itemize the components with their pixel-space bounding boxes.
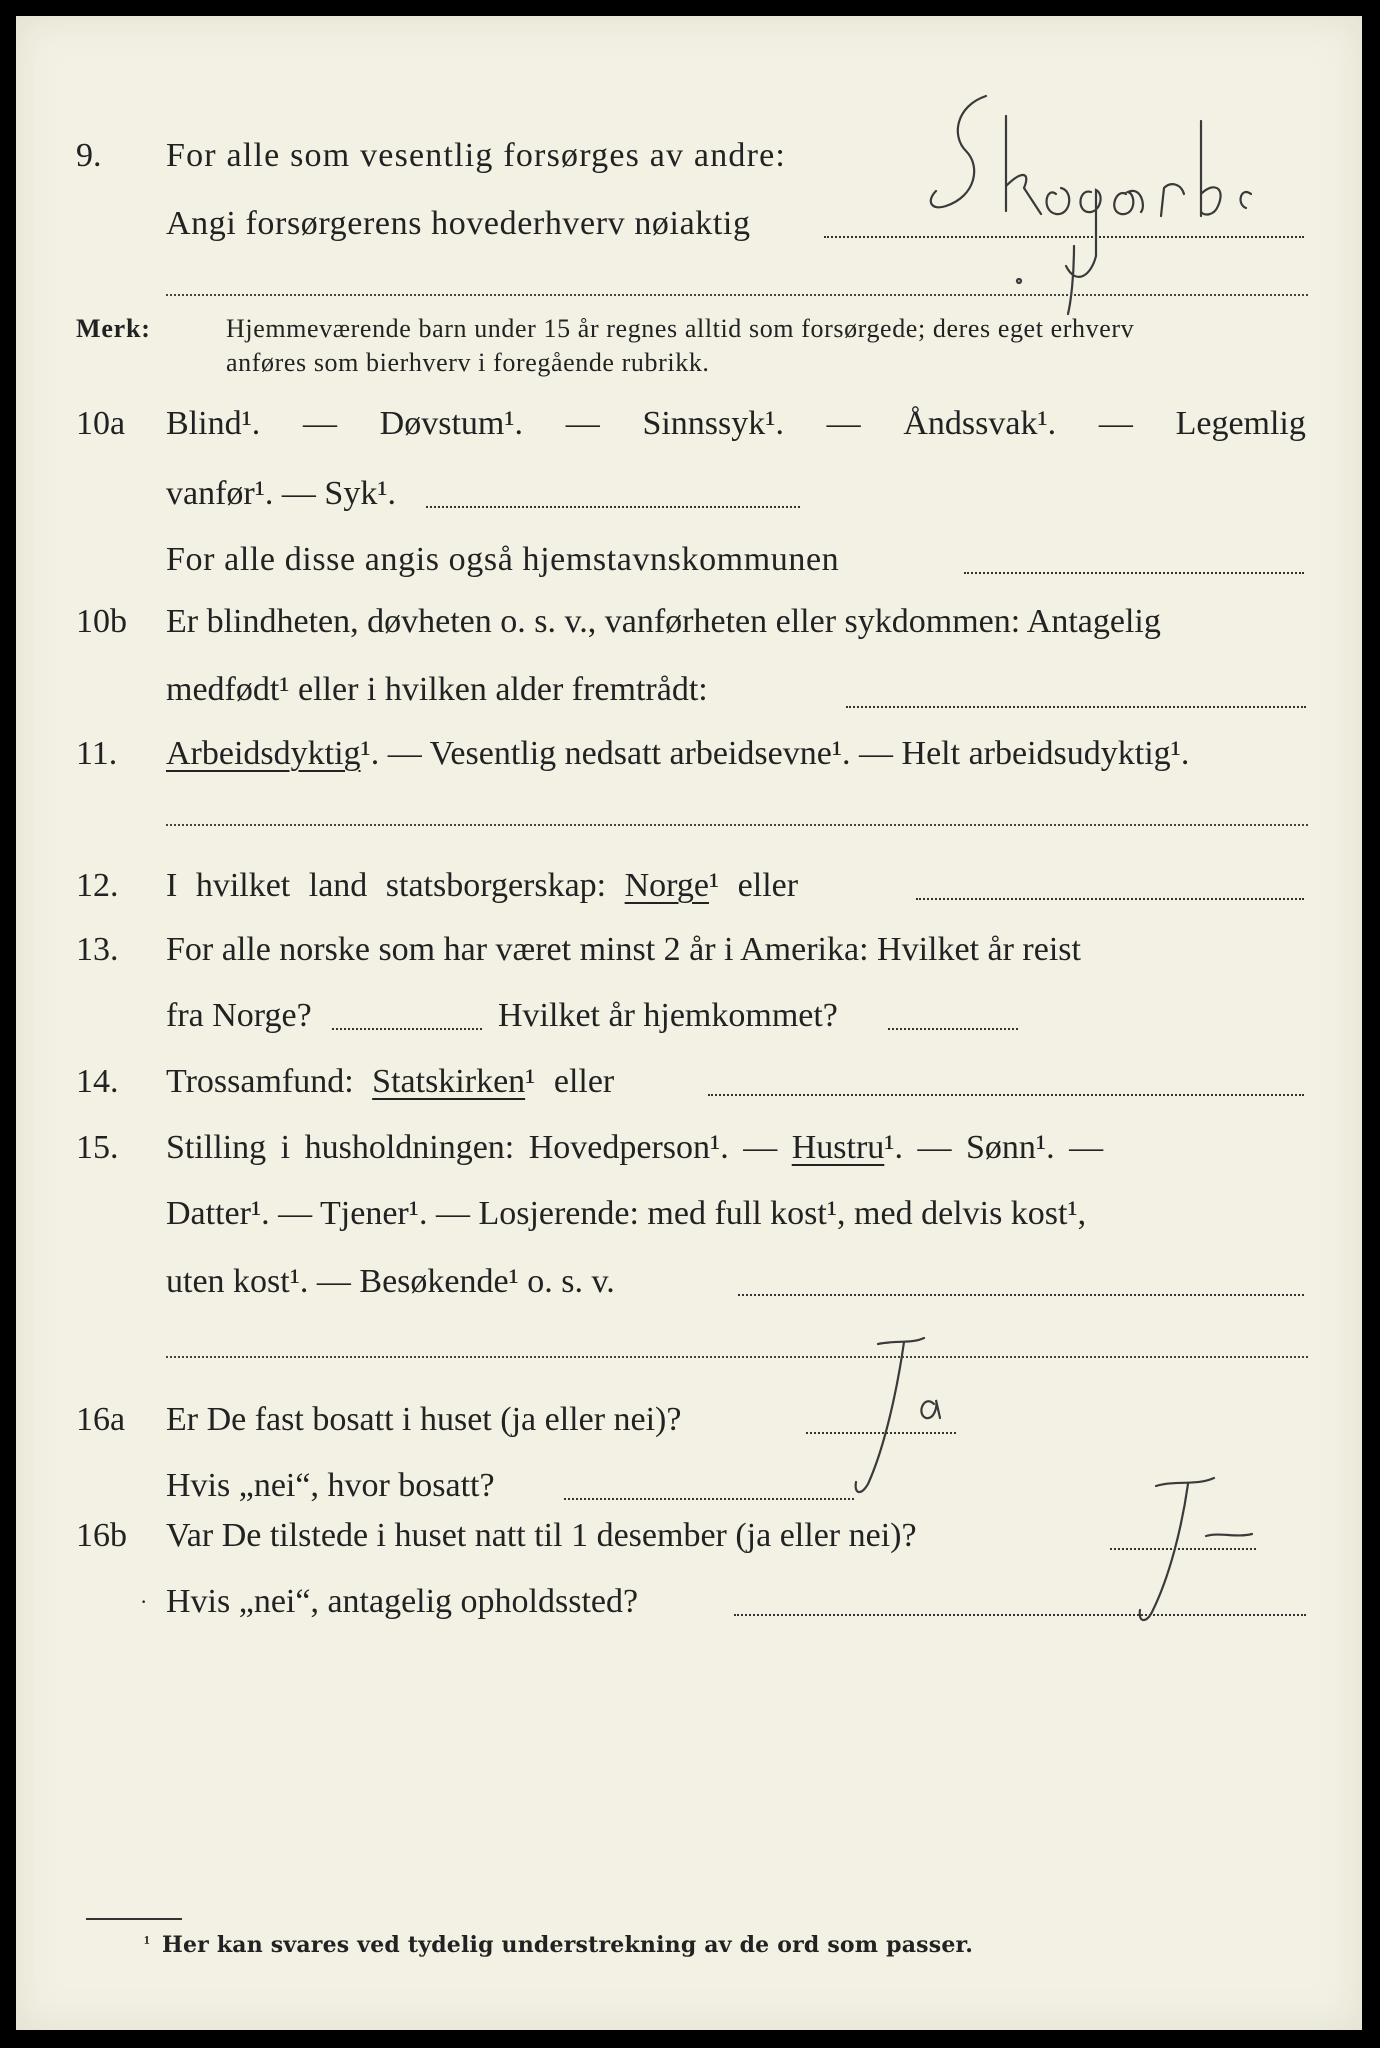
q10a-question-3: For alle disse angis også hjemstavnskommunen — [166, 541, 840, 578]
q13-return-line — [888, 1028, 1018, 1030]
q13-number: 13. — [76, 931, 119, 968]
q10a-answer-line — [426, 506, 800, 508]
q12-option-underlined: Norge — [624, 867, 709, 904]
census-form-page — [16, 16, 1362, 2030]
q12-text-post: ¹ eller — [708, 867, 799, 904]
merk-label: Merk: — [76, 314, 151, 343]
q10a-number: 10a — [76, 405, 126, 442]
footnote-text: Her kan svares ved tydelig understrekning av de ord som passer. — [162, 1932, 974, 1958]
q9-handwritten-answer — [896, 76, 1316, 316]
q10a-hometown-line — [964, 572, 1304, 574]
q10a-word: Blind¹. — [166, 405, 261, 442]
q10a-word: Sinnssyk¹. — [642, 405, 784, 442]
merk-line1: Hjemmeværende barn under 15 år regnes alltid som forsørgede; deres eget erhverv — [226, 314, 1135, 343]
q10a-word: Åndssvak¹. — [903, 405, 1057, 442]
q16b-bullet: · — [140, 1589, 148, 1614]
q16a-question-2: Hvis „nei“, hvor bosatt? — [166, 1467, 495, 1504]
q14-answer-line — [708, 1094, 1304, 1096]
q16a-question: Er De fast bosatt i huset (ja eller nei)? — [166, 1401, 682, 1438]
q10b-number: 10b — [76, 603, 127, 640]
q13-question-2a: fra Norge? — [166, 997, 312, 1034]
footnote-mark: ¹ — [144, 1932, 150, 1954]
q15-question-2: Datter¹. — Tjener¹. — Losjerende: med full kost¹, med delvis kost¹, — [166, 1195, 1087, 1232]
q15-text-post: ¹. — Sønn¹. — — [884, 1129, 1104, 1166]
q13-question-2b: Hvilket år hjemkommet? — [498, 997, 838, 1034]
q14-question — [166, 1062, 614, 1102]
q13-departure-line — [332, 1028, 482, 1030]
q15-rule — [166, 1356, 1308, 1358]
q15-question — [166, 1128, 1103, 1168]
q11-rule — [166, 824, 1308, 826]
footnote-rule — [86, 1918, 182, 1920]
q14-option-underlined: Statskirken — [372, 1063, 526, 1100]
merk-line2: anføres som bierhverv i foregående rubrikk. — [226, 348, 710, 377]
q10b-question: Er blindheten, døvheten o. s. v., vanførheten eller sykdommen: Antagelig — [166, 603, 1161, 640]
q16a-number: 16a — [76, 1401, 126, 1438]
q12-question — [166, 866, 798, 906]
q10a-word: — — [565, 405, 600, 442]
q11-number: 11. — [76, 735, 118, 772]
q9-rule — [166, 294, 1308, 296]
q11-options — [166, 734, 1189, 774]
q16b-handwritten-answer — [1096, 1476, 1276, 1636]
q12-text: I hvilket land statsborgerskap: — [166, 867, 607, 904]
q10a-word: Døvstum¹. — [379, 405, 524, 442]
q11-options-rest: ¹. — Vesentlig nedsatt arbeidsevne¹. — Helt arbeidsudyktig¹. — [360, 735, 1190, 772]
q15-number: 15. — [76, 1129, 119, 1166]
q14-text-post: ¹ eller — [525, 1063, 615, 1100]
q10a-word: — — [826, 405, 861, 442]
q10a-question-2: vanfør¹. — Syk¹. — [166, 475, 397, 512]
q15-option-underlined: Hustru — [791, 1129, 885, 1166]
q16b-number: 16b — [76, 1517, 127, 1554]
q12-number: 12. — [76, 867, 119, 904]
q10a-options — [166, 404, 1306, 444]
q12-answer-line — [916, 898, 1304, 900]
q15-question-3: uten kost¹. — Besøkende¹ o. s. v. — [166, 1263, 615, 1300]
q13-question: For alle norske som har været minst 2 år i Amerika: Hvilket år reist — [166, 931, 1081, 968]
q10a-word: Legemlig — [1175, 405, 1306, 442]
q9-number: 9. — [76, 137, 102, 174]
q10b-answer-line — [846, 706, 1306, 708]
q16a-residence-line — [564, 1498, 854, 1500]
q15-text: Stilling i husholdningen: Hovedperson¹. — — [166, 1129, 778, 1166]
q16b-question: Var De tilstede i huset natt til 1 desember (ja eller nei)? — [166, 1517, 917, 1554]
q10a-word: — — [1098, 405, 1133, 442]
q14-number: 14. — [76, 1063, 119, 1100]
q9-question-2: Angi forsørgerens hovederhverv nøiaktig — [166, 205, 751, 242]
q10b-question-2: medfødt¹ eller i hvilken alder fremtrådt: — [166, 671, 708, 708]
q14-text: Trossamfund: — [166, 1063, 354, 1100]
q10a-word: — — [302, 405, 337, 442]
q16b-question-2: Hvis „nei“, antagelig opholdssted? — [166, 1583, 639, 1620]
q16a-handwritten-answer — [816, 1334, 976, 1504]
q9-question: For alle som vesentlig forsørges av andre: — [166, 137, 787, 174]
q15-answer-line — [738, 1294, 1304, 1296]
q11-option-underlined: Arbeidsdyktig — [166, 735, 361, 772]
